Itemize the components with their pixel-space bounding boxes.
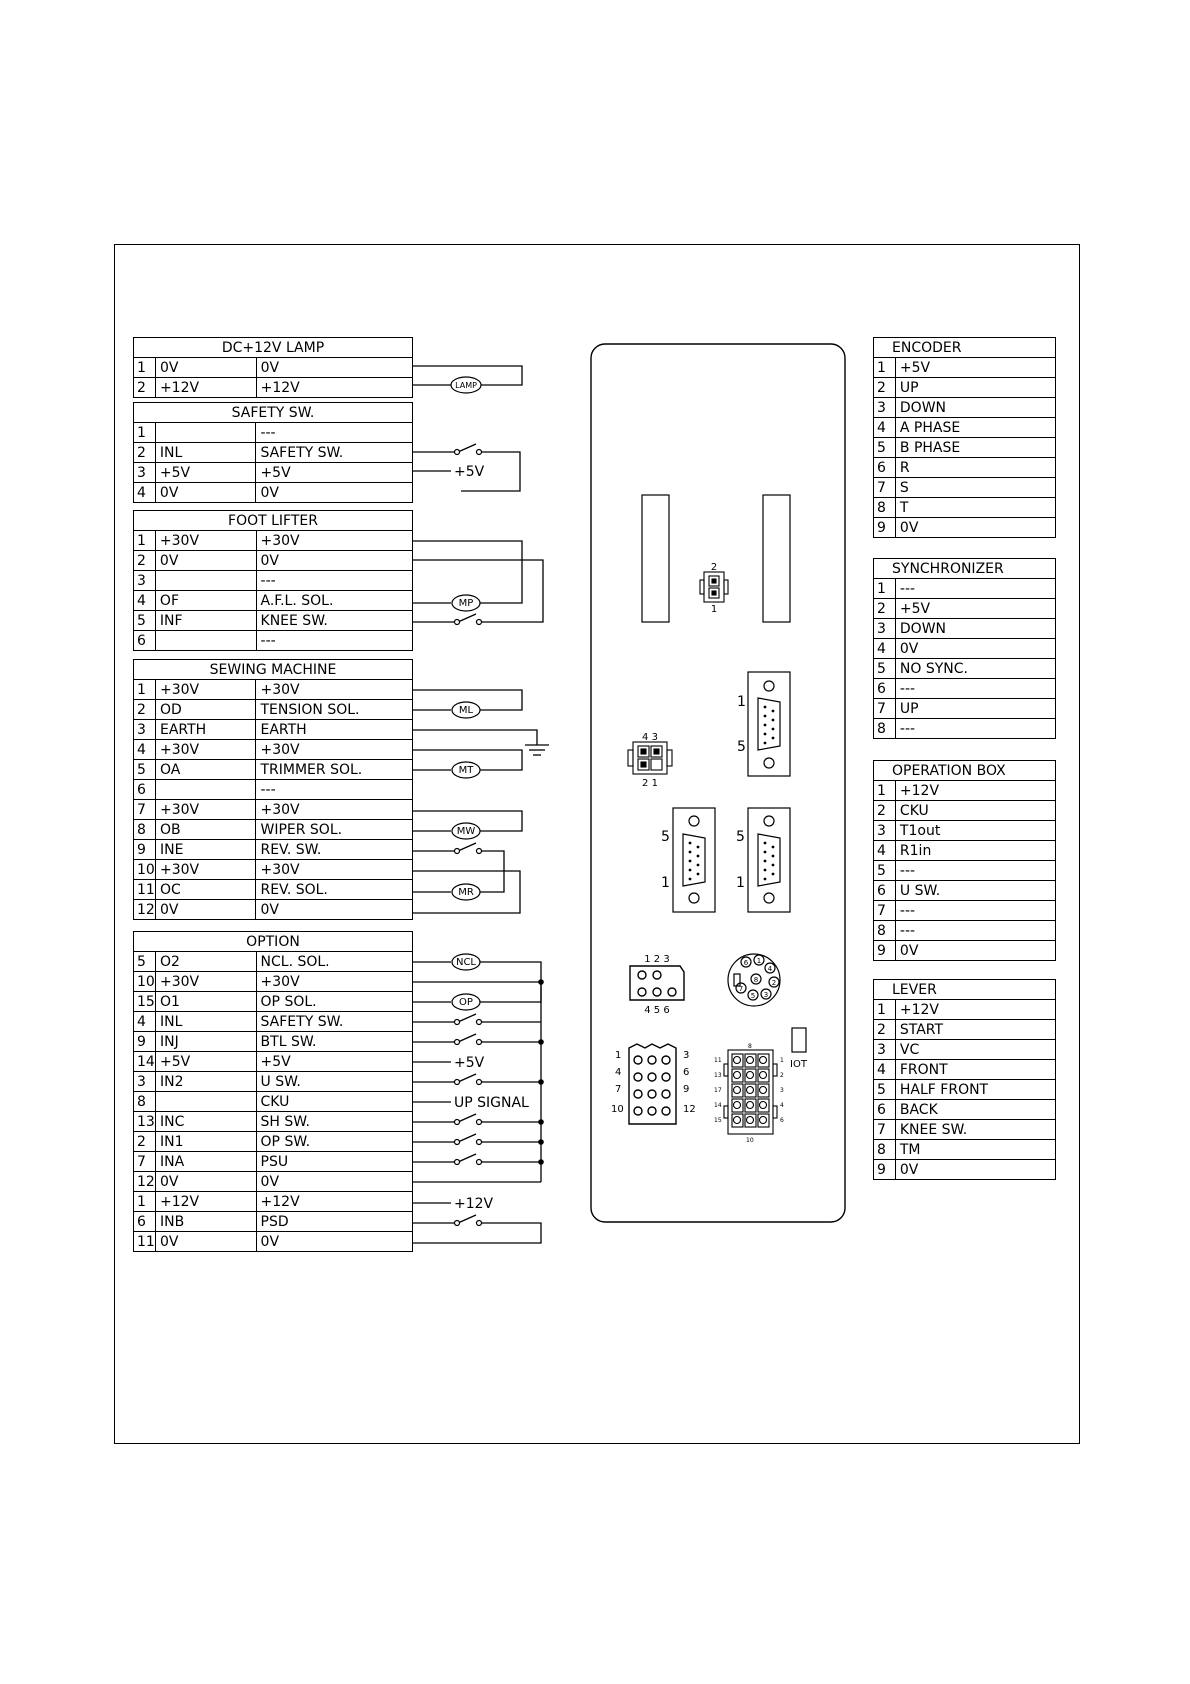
function-name: --- xyxy=(256,631,412,651)
signal-name: INC xyxy=(155,1112,256,1132)
pin-number: 1 xyxy=(874,579,896,599)
function-name: KNEE SW. xyxy=(256,611,412,631)
function-name: +12V xyxy=(256,378,412,398)
signal-name: R1in xyxy=(895,841,1055,861)
signal-name: +30V xyxy=(155,740,256,760)
c12-label-1: 1 xyxy=(615,1050,622,1061)
signal-name: INA xyxy=(155,1152,256,1172)
switch-psd xyxy=(458,1215,476,1223)
connector-2pin-icon xyxy=(700,572,728,602)
pin-number: 11 xyxy=(134,880,156,900)
function-name: +30V xyxy=(256,972,412,992)
din-pin-7: 7 xyxy=(738,985,744,993)
function-name: BTL SW. xyxy=(256,1032,412,1052)
signal-name: START xyxy=(895,1020,1055,1040)
pin-number: 6 xyxy=(134,1212,156,1232)
c16-label-l1: 11 xyxy=(714,1057,722,1064)
function-name: CKU xyxy=(256,1092,412,1112)
device-label-ml: ML xyxy=(458,705,474,716)
wire-label-12v: +12V xyxy=(454,1196,494,1212)
signal-name: +12V xyxy=(895,1000,1055,1020)
c12-label-9: 9 xyxy=(683,1084,690,1095)
pin-number: 10 xyxy=(134,972,156,992)
function-name: +5V xyxy=(256,463,413,483)
pin-number: 7 xyxy=(874,901,896,921)
pin-number: 5 xyxy=(134,760,156,780)
function-name: --- xyxy=(256,780,413,800)
function-name: 0V xyxy=(256,551,412,571)
function-name: 0V xyxy=(256,900,413,920)
pin-number: 1 xyxy=(874,1000,896,1020)
signal-name: UP xyxy=(895,699,1055,719)
signal-name: BACK xyxy=(895,1100,1055,1120)
device-label-lamp: LAMP xyxy=(455,381,477,390)
db1-label-1: 1 xyxy=(737,694,746,710)
c4-label-top: 4 3 xyxy=(642,732,658,743)
db9-connector-3-icon xyxy=(748,808,790,912)
signal-name: KNEE SW. xyxy=(895,1120,1055,1140)
c16-label-l5: 15 xyxy=(714,1117,722,1124)
pin-number: 13 xyxy=(134,1112,156,1132)
function-name: +30V xyxy=(256,680,413,700)
signal-name: --- xyxy=(895,679,1055,699)
function-name: +30V xyxy=(256,860,413,880)
pin-number: 11 xyxy=(134,1232,156,1252)
pin-number: 8 xyxy=(874,498,896,518)
table-title: FOOT LIFTER xyxy=(134,511,413,531)
pin-number: 2 xyxy=(874,599,896,619)
signal-name: NO SYNC. xyxy=(895,659,1055,679)
device-label-ncl: NCL xyxy=(455,957,477,968)
pin-number: 14 xyxy=(134,1052,156,1072)
pin-number: 7 xyxy=(874,478,896,498)
signal-name: INE xyxy=(155,840,256,860)
c16-label-l2: 13 xyxy=(714,1072,722,1079)
pin-number: 8 xyxy=(134,820,156,840)
pin-number: 8 xyxy=(874,1140,896,1160)
function-name: 0V xyxy=(256,1172,412,1192)
pin-number: 15 xyxy=(134,992,156,1012)
signal-name: +12V xyxy=(155,378,256,398)
function-name: NCL. SOL. xyxy=(256,952,412,972)
c2-label-top: 2 xyxy=(710,562,718,573)
function-name: TENSION SOL. xyxy=(256,700,413,720)
pin-number: 7 xyxy=(134,1152,156,1172)
db2-label-5: 5 xyxy=(661,829,670,845)
signal-name: T xyxy=(895,498,1055,518)
table-title: SEWING MACHINE xyxy=(134,660,413,680)
pin-number: 1 xyxy=(874,781,896,801)
db9-pins xyxy=(689,842,700,881)
signal-name: 0V xyxy=(895,639,1055,659)
db9-connector-2-icon xyxy=(673,808,715,912)
signal-name: +30V xyxy=(155,800,256,820)
table-title: LEVER xyxy=(874,980,1056,1000)
signal-name: R xyxy=(895,458,1055,478)
function-name: PSD xyxy=(256,1212,412,1232)
iot-slot xyxy=(792,1028,806,1052)
switch-knee xyxy=(458,614,476,622)
c16-label-r1: 1 xyxy=(780,1057,784,1064)
device-label-mt: MT xyxy=(458,765,474,776)
pin-number: 12 xyxy=(134,1172,156,1192)
function-name: 0V xyxy=(256,1232,412,1252)
table-title: SYNCHRONIZER xyxy=(874,559,1056,579)
c4-label-bottom: 2 1 xyxy=(642,778,658,789)
signal-name: IN1 xyxy=(155,1132,256,1152)
signal-name: 0V xyxy=(155,1232,256,1252)
pin-number: 5 xyxy=(874,659,896,679)
din-pin-6: 6 xyxy=(743,959,749,967)
pin-number: 2 xyxy=(134,443,156,463)
db3-label-5: 5 xyxy=(736,829,745,845)
function-name: U SW. xyxy=(256,1072,412,1092)
signal-name: 0V xyxy=(155,900,256,920)
c16-label-r2: 2 xyxy=(780,1072,784,1079)
signal-name: --- xyxy=(895,719,1055,739)
signal-name: O1 xyxy=(155,992,256,1012)
pin-number: 5 xyxy=(874,1080,896,1100)
slot-right xyxy=(763,495,790,622)
wire xyxy=(413,560,543,622)
pin-number: 6 xyxy=(874,881,896,901)
pin-number: 4 xyxy=(874,1060,896,1080)
signal-name: +30V xyxy=(155,680,256,700)
signal-name: IN2 xyxy=(155,1072,256,1092)
signal-name: --- xyxy=(895,921,1055,941)
signal-name: HALF FRONT xyxy=(895,1080,1055,1100)
function-name: EARTH xyxy=(256,720,413,740)
pin-number: 3 xyxy=(874,821,896,841)
c12-label-4: 4 xyxy=(615,1067,622,1078)
signal-name: TM xyxy=(895,1140,1055,1160)
pin-number: 1 xyxy=(134,1192,156,1212)
signal-name: 0V xyxy=(895,1160,1055,1180)
signal-name: UP xyxy=(895,378,1055,398)
pin-number: 3 xyxy=(134,720,156,740)
function-name: TRIMMER SOL. xyxy=(256,760,413,780)
signal-name: +30V xyxy=(155,860,256,880)
function-name: OP SOL. xyxy=(256,992,412,1012)
pin-number: 7 xyxy=(874,1120,896,1140)
c12-label-3: 3 xyxy=(683,1050,690,1061)
din-pin-2: 2 xyxy=(771,979,777,987)
device-label-mr: MR xyxy=(458,887,474,898)
db9-pins xyxy=(764,706,775,745)
wire-earth xyxy=(413,730,537,745)
pin-number: 1 xyxy=(134,358,156,378)
function-name: 0V xyxy=(256,483,413,503)
wire xyxy=(413,541,522,603)
connector-4pin-icon xyxy=(628,742,672,774)
switch-rev xyxy=(458,843,476,851)
pin-number: 5 xyxy=(874,861,896,881)
pin-number: 5 xyxy=(134,611,156,631)
pin-number: 4 xyxy=(134,740,156,760)
signal-name: +5V xyxy=(895,358,1055,378)
signal-name: INF xyxy=(155,611,256,631)
pin-number: 4 xyxy=(874,841,896,861)
wire-label-5v: +5V xyxy=(454,464,485,480)
signal-name: OB xyxy=(155,820,256,840)
signal-name: T1out xyxy=(895,821,1055,841)
pin-number: 1 xyxy=(134,531,156,551)
function-name: SAFETY SW. xyxy=(256,443,413,463)
c16-label-l4: 14 xyxy=(714,1102,722,1109)
din-pin-8: 8 xyxy=(753,976,759,984)
function-name: REV. SW. xyxy=(256,840,413,860)
signal-name: INB xyxy=(155,1212,256,1232)
signal-name: INJ xyxy=(155,1032,256,1052)
pin-number: 8 xyxy=(134,1092,156,1112)
c12-label-12: 12 xyxy=(683,1104,696,1115)
pin-number: 2 xyxy=(134,551,156,571)
pin-number: 2 xyxy=(134,700,156,720)
iot-label: IOT xyxy=(790,1059,807,1070)
function-name: WIPER SOL. xyxy=(256,820,413,840)
pin-number: 7 xyxy=(134,800,156,820)
signal-name: 0V xyxy=(895,518,1055,538)
function-name: SH SW. xyxy=(256,1112,412,1132)
c6-label-top: 1 2 3 xyxy=(644,954,670,965)
pin-number: 1 xyxy=(134,680,156,700)
pin-number: 3 xyxy=(874,619,896,639)
signal-name: INL xyxy=(155,1012,256,1032)
din-pin-4: 4 xyxy=(767,965,773,973)
pin-number: 8 xyxy=(874,921,896,941)
pin-number: 4 xyxy=(874,418,896,438)
device-label-op: OP xyxy=(459,997,473,1008)
signal-name: INL xyxy=(155,443,256,463)
signal-name: 0V xyxy=(155,358,256,378)
c16-label-bottom: 10 xyxy=(746,1137,754,1144)
signal-name: 0V xyxy=(155,551,256,571)
switch-opt-safety xyxy=(458,1014,476,1022)
pin-number: 3 xyxy=(874,398,896,418)
switch-op xyxy=(458,1134,476,1142)
function-name: REV. SOL. xyxy=(256,880,413,900)
signal-name: +12V xyxy=(895,781,1055,801)
c16-label-r5: 6 xyxy=(780,1117,784,1124)
signal-name: S xyxy=(895,478,1055,498)
signal-name: OC xyxy=(155,880,256,900)
pin-number: 3 xyxy=(874,1040,896,1060)
signal-name: A PHASE xyxy=(895,418,1055,438)
signal-name: +30V xyxy=(155,972,256,992)
pin-number: 6 xyxy=(134,631,156,651)
pin-number: 1 xyxy=(874,358,896,378)
device-label-mp: MP xyxy=(458,598,474,609)
pin-number: 8 xyxy=(874,719,896,739)
pin-number: 6 xyxy=(874,458,896,478)
c16-label-r4: 4 xyxy=(780,1102,784,1109)
signal-name: --- xyxy=(895,901,1055,921)
signal-name: FRONT xyxy=(895,1060,1055,1080)
pin-number: 4 xyxy=(134,483,156,503)
switch-btl xyxy=(458,1034,476,1042)
din-pin-3: 3 xyxy=(763,991,769,999)
function-name: +30V xyxy=(256,740,413,760)
table-title: ENCODER xyxy=(874,338,1056,358)
signal-name: OF xyxy=(155,591,256,611)
signal-name: +5V xyxy=(895,599,1055,619)
pin-number: 9 xyxy=(874,941,896,961)
wire-label-up-signal: UP SIGNAL xyxy=(454,1095,529,1111)
signal-name: CKU xyxy=(895,801,1055,821)
function-name: +5V xyxy=(256,1052,412,1072)
signal-name: EARTH xyxy=(155,720,256,740)
device-label-mw: MW xyxy=(456,826,476,837)
pin-number: 9 xyxy=(134,1032,156,1052)
function-name: PSU xyxy=(256,1152,412,1172)
wire-label-5v-option: +5V xyxy=(454,1055,485,1071)
table-title: DC+12V LAMP xyxy=(134,338,413,358)
pin-number: 6 xyxy=(134,780,156,800)
function-name: +30V xyxy=(256,800,413,820)
c12-pin-labels xyxy=(611,1050,696,1115)
pin-number: 3 xyxy=(134,463,156,483)
table-title: SAFETY SW. xyxy=(134,403,413,423)
connector-12pin-icon xyxy=(629,1044,676,1124)
pin-number: 4 xyxy=(134,591,156,611)
function-name: +12V xyxy=(256,1192,412,1212)
function-name: +30V xyxy=(256,531,412,551)
slot-left xyxy=(642,495,669,622)
signal-name: +30V xyxy=(155,531,256,551)
signal-name: +5V xyxy=(155,1052,256,1072)
c6-label-bottom: 4 5 6 xyxy=(644,1005,670,1016)
table-title: OPTION xyxy=(134,932,413,952)
pin-number: 2 xyxy=(874,378,896,398)
pin-number: 7 xyxy=(874,699,896,719)
c16-label-l3: 17 xyxy=(714,1087,722,1094)
switch-safety xyxy=(458,444,476,452)
connector-16pin-icon xyxy=(724,1050,777,1134)
pin-number: 1 xyxy=(134,423,156,443)
din-pin-5: 5 xyxy=(750,992,756,1000)
db1-label-5: 5 xyxy=(737,739,746,755)
din-pin-1: 1 xyxy=(756,957,762,965)
signal-name: --- xyxy=(895,579,1055,599)
pin-number: 4 xyxy=(874,639,896,659)
table-title: OPERATION BOX xyxy=(874,761,1056,781)
signal-name: VC xyxy=(895,1040,1055,1060)
signal-name: +5V xyxy=(155,463,256,483)
signal-name: OA xyxy=(155,760,256,780)
signal-name: 0V xyxy=(155,483,256,503)
switch-u xyxy=(458,1074,476,1082)
pin-number: 10 xyxy=(134,860,156,880)
signal-name: O2 xyxy=(155,952,256,972)
connector-6pin-icon xyxy=(630,966,684,1000)
signal-name: 0V xyxy=(155,1172,256,1192)
function-name: OP SW. xyxy=(256,1132,412,1152)
function-name: SAFETY SW. xyxy=(256,1012,412,1032)
function-name: --- xyxy=(256,423,413,443)
switch-sh xyxy=(458,1114,476,1122)
c16-label-r3: 3 xyxy=(780,1087,784,1094)
pin-number: 2 xyxy=(134,1132,156,1152)
function-name: A.F.L. SOL. xyxy=(256,591,412,611)
pin-number: 6 xyxy=(874,1100,896,1120)
db2-label-1: 1 xyxy=(661,875,670,891)
c2-label-bottom: 1 xyxy=(710,604,718,615)
pin-number: 9 xyxy=(134,840,156,860)
pin-number: 5 xyxy=(134,952,156,972)
pin-number: 9 xyxy=(874,1160,896,1180)
signal-name: OD xyxy=(155,700,256,720)
pin-number: 3 xyxy=(134,1072,156,1092)
pin-number: 6 xyxy=(874,679,896,699)
db9-pins xyxy=(764,842,775,881)
c16-label-top: 8 xyxy=(748,1043,752,1050)
pin-number: 2 xyxy=(874,801,896,821)
db9-connector-encoder-icon xyxy=(748,672,790,776)
pin-number: 2 xyxy=(874,1020,896,1040)
wire xyxy=(413,1223,541,1243)
pin-number: 5 xyxy=(874,438,896,458)
db3-label-1: 1 xyxy=(736,875,745,891)
pin-number: 3 xyxy=(134,571,156,591)
signal-name: --- xyxy=(895,861,1055,881)
pin-number: 4 xyxy=(134,1012,156,1032)
signal-name: DOWN xyxy=(895,398,1055,418)
signal-name: U SW. xyxy=(895,881,1055,901)
signal-name: B PHASE xyxy=(895,438,1055,458)
signal-name: 0V xyxy=(895,941,1055,961)
c12-label-6: 6 xyxy=(683,1067,690,1078)
c12-label-7: 7 xyxy=(615,1084,622,1095)
pin-number: 9 xyxy=(874,518,896,538)
signal-name: +12V xyxy=(155,1192,256,1212)
pin-number: 2 xyxy=(134,378,156,398)
function-name: --- xyxy=(256,571,412,591)
c12-label-10: 10 xyxy=(611,1104,624,1115)
function-name: 0V xyxy=(256,358,412,378)
pin-number: 12 xyxy=(134,900,156,920)
signal-name: DOWN xyxy=(895,619,1055,639)
switch-psu xyxy=(458,1154,476,1162)
